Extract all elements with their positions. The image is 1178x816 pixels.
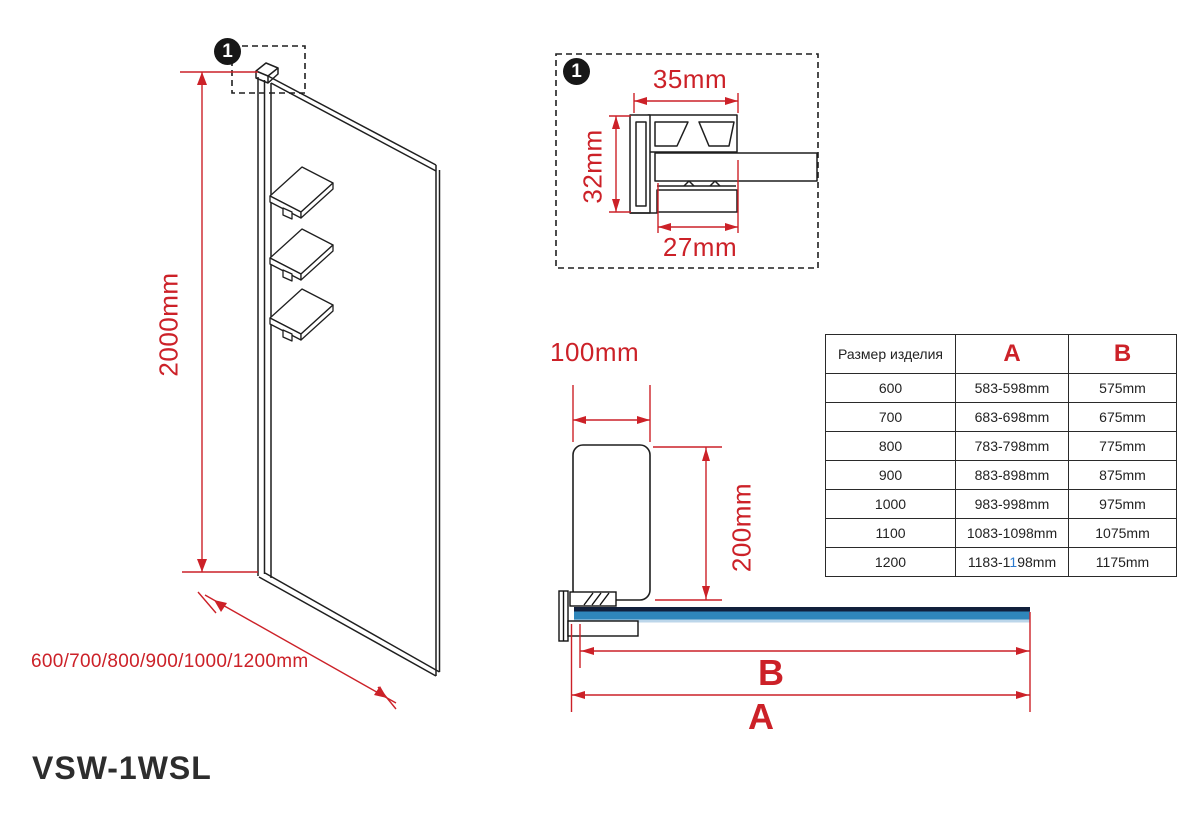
table-row <box>826 548 1177 577</box>
size-table-header-row <box>826 335 1177 374</box>
plan-200mm-dimension <box>653 447 722 600</box>
table-row <box>826 403 1177 432</box>
iso-shelves <box>270 167 333 341</box>
size-cell: 1000 <box>826 490 956 519</box>
b-cell: 875mm <box>1069 461 1177 490</box>
b-cell: 1075mm <box>1069 519 1177 548</box>
detail-marker-number: 1 <box>222 40 233 62</box>
size-cell: 1200 <box>826 548 956 577</box>
a-cell: 683-698mm <box>956 403 1069 432</box>
b-cell: 975mm <box>1069 490 1177 519</box>
table-row <box>826 374 1177 403</box>
detail-32mm-label: 32mm <box>577 129 608 204</box>
iso-detail-callout-box <box>232 46 305 93</box>
detail-32mm-dimension <box>609 116 631 212</box>
a-cell: 583-598mm <box>956 374 1069 403</box>
detail-marker-badge-detail <box>563 58 590 85</box>
iso-width-options-label: 600/700/800/900/1000/1200mm <box>31 651 309 672</box>
table-row <box>826 519 1177 548</box>
plan-glass-bar <box>574 607 1030 623</box>
size-cell: 1100 <box>826 519 956 548</box>
model-number: VSW-1WSL <box>32 750 212 786</box>
size-cell: 900 <box>826 461 956 490</box>
a-cell <box>956 548 1069 577</box>
b-column-header: B <box>1069 335 1177 374</box>
plan-b-label: B <box>758 652 784 693</box>
a-value-prefix: 1183-1 <box>967 554 1010 570</box>
plan-bracket-outline <box>573 445 650 600</box>
a-cell: 1083-1098mm <box>956 519 1069 548</box>
b-cell: 675mm <box>1069 403 1177 432</box>
detail-27mm-label: 27mm <box>662 232 738 262</box>
detail-marker-badge-iso <box>214 38 241 65</box>
a-column-header: A <box>956 335 1069 374</box>
iso-height-dimension <box>180 72 258 572</box>
plan-100mm-dimension <box>573 385 650 442</box>
size-table <box>825 334 1177 577</box>
table-row <box>826 432 1177 461</box>
size-cell: 600 <box>826 374 956 403</box>
detail-35mm-label: 35mm <box>652 64 728 94</box>
table-row <box>826 461 1177 490</box>
size-cell: 800 <box>826 432 956 461</box>
iso-height-label: 2000mm <box>153 272 184 377</box>
iso-panel-view <box>256 63 440 676</box>
a-value-suffix: 98mm <box>1017 554 1057 570</box>
plan-a-dimension <box>572 624 1031 712</box>
plan-b-dimension <box>580 612 1030 712</box>
detail-marker-number: 1 <box>571 60 582 82</box>
b-cell: 575mm <box>1069 374 1177 403</box>
table-row <box>826 490 1177 519</box>
size-cell: 700 <box>826 403 956 432</box>
plan-100mm-label: 100mm <box>550 337 640 367</box>
a-cell: 983-998mm <box>956 490 1069 519</box>
plan-200mm-label: 200mm <box>726 482 757 573</box>
detail-35mm-dimension <box>634 93 738 113</box>
a-value-blue-digit: 1 <box>1009 554 1018 570</box>
a-cell: 783-798mm <box>956 432 1069 461</box>
a-cell: 883-898mm <box>956 461 1069 490</box>
size-column-header: Размер изделия <box>826 335 956 374</box>
plan-a-label: A <box>748 696 774 737</box>
b-cell: 775mm <box>1069 432 1177 461</box>
b-cell: 1175mm <box>1069 548 1177 577</box>
